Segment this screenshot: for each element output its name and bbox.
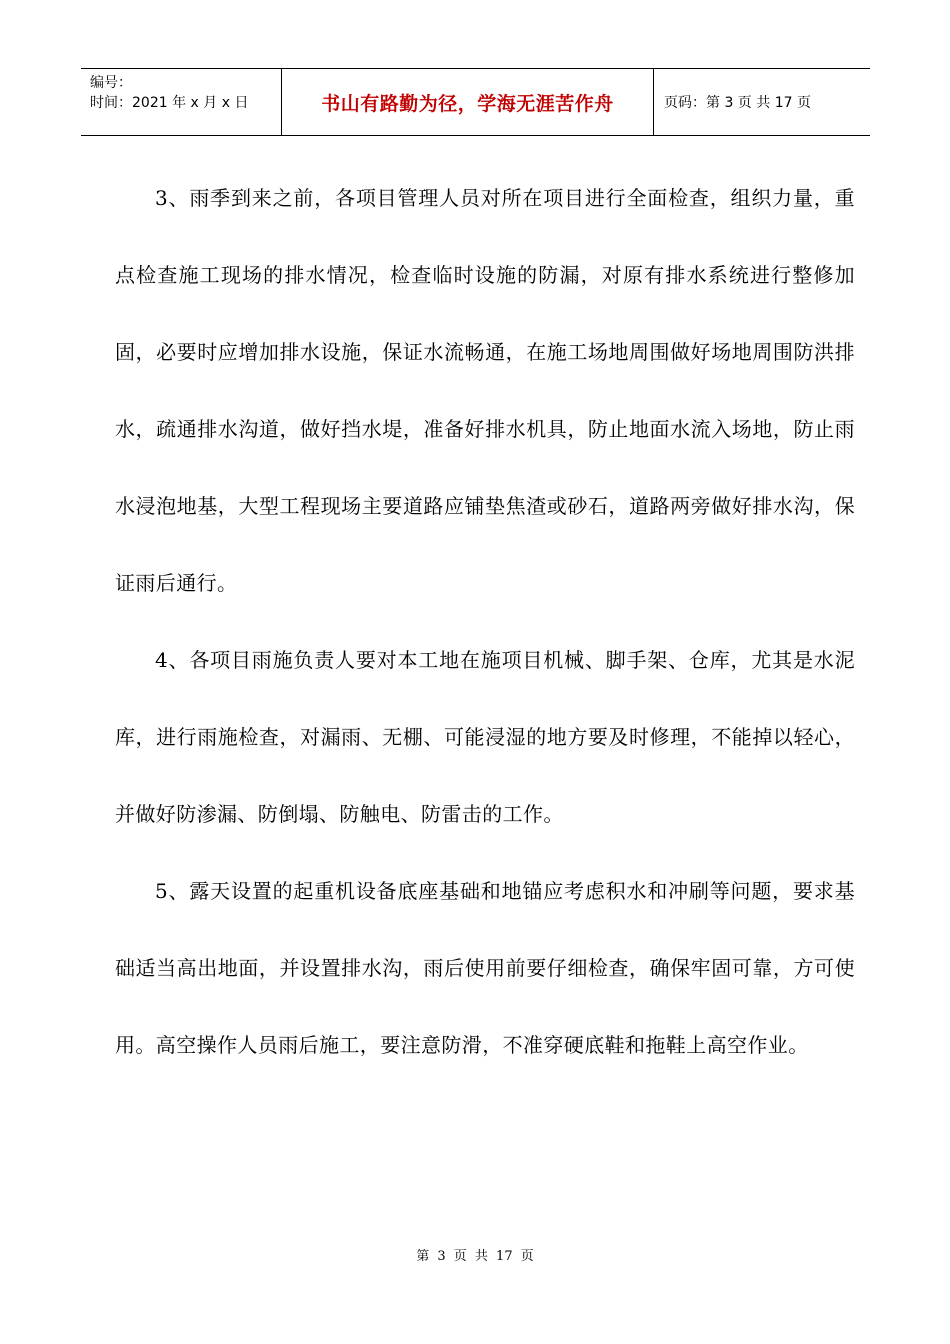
- header-page-cell: [654, 69, 870, 135]
- header-page-code: 页码：第 3 页 共 17 页: [664, 95, 811, 111]
- page-header: [81, 68, 870, 136]
- document-date-label: 时间：2021 年 x 月 x 日: [90, 95, 249, 111]
- footer-page-indicator: 第 3 页 共 17 页: [416, 1249, 534, 1264]
- paragraph-item-3: 3、雨季到来之前，各项目管理人员对所在项目进行全面检查，组织力量，重点检查施工现场的排水情况，检查临时设施的防漏，对原有排水系统进行整修加固，必要时应增加排水设施，保证水流畅通，在施工场地周围做好场地周围防洪排水，疏通排水沟道，做好挡水堤，准备好排水机具，防止地面水流入场地，防止雨水浸泡地基，大型工程现场主要道路应铺垫焦渣或砂石，道路两旁做好排水沟，保证雨后通行。: [115, 186, 855, 595]
- document-body: [115, 160, 855, 1084]
- header-motto-cell: [282, 69, 654, 135]
- header-motto: 书山有路勤为径，学海无涯苦作舟: [321, 92, 614, 115]
- header-meta-cell: [81, 69, 282, 135]
- page-footer: [0, 1245, 950, 1264]
- paragraph-item-5: 5、露天设置的起重机设备底座基础和地锚应考虑积水和冲刷等问题，要求基础适当高出地面，并设置排水沟，雨后使用前要仔细检查，确保牢固可靠，方可使用。高空操作人员雨后施工，要注意防滑，不准穿硬底鞋和拖鞋上高空作业。: [115, 879, 855, 1057]
- document-number-label: 编号：: [90, 75, 132, 91]
- paragraph-item-4: 4、各项目雨施负责人要对本工地在施项目机械、脚手架、仓库，尤其是水泥库，进行雨施检查，对漏雨、无棚、可能浸湿的地方要及时修理，不能掉以轻心，并做好防渗漏、防倒塌、防触电、防雷击的工作。: [115, 648, 855, 826]
